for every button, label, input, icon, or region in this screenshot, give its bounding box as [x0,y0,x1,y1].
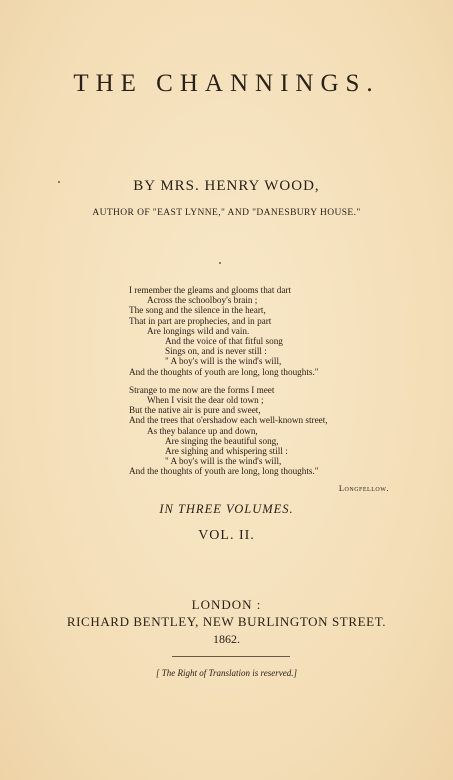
volume-number: VOL. II. [198,528,255,543]
rights-notice: [ The Right of Translation is reserved.] [156,668,297,678]
poem-line: As they balance up and down, [147,425,258,436]
poem-line: Are sighing and whispering still : [165,446,288,457]
poem-line: And the thoughts of youth are long, long thoughts." [129,466,319,477]
poem-line: When I visit the dear old town ; [147,395,264,406]
imprint-year: 1862. [213,632,240,646]
epigraph-poem [129,285,389,493]
poem-attribution: Longfellow. [338,482,389,493]
poem-line: Are singing the beautiful song, [165,435,279,446]
poem-line: And the thoughts of youth are long, long thoughts." [129,366,319,377]
imprint-publisher: RICHARD BENTLEY, NEW BURLINGTON STREET. [66,614,387,629]
poem-line: That in part are prophecies, and in part [129,315,272,326]
decorative-dot [219,262,221,264]
divider-rule [172,656,290,657]
poem-line: I remember the gleams and glooms that dart [129,285,292,295]
poem-line: Are longings wild and vain. [147,325,250,336]
poem-line: And the voice of that fitful song [165,336,283,347]
poem-line: Strange to me now are the forms I meet [129,384,275,395]
poem-line: And the trees that o'ershadow each well-known street, [129,415,328,426]
poem-line: The song and the silence in the heart, [129,305,266,316]
author-previous-works: AUTHOR OF "EAST LYNNE," AND "DANESBURY HOUSE." [92,208,361,218]
volumes-note: IN THREE VOLUMES. [159,502,294,516]
poem-line: But the native air is pure and sweet, [129,405,261,416]
author-byline: BY MRS. HENRY WOOD, [133,178,320,194]
poem-line: Sings on, and is never still : [165,346,267,357]
book-title: THE CHANNINGS. [73,70,380,97]
poem-line: Across the schoolboy's brain ; [147,295,258,306]
poem-stanza-1 [129,285,389,377]
imprint-city: LONDON : [191,597,262,612]
poem-line: " A boy's will is the wind's will, [165,356,282,367]
poem-stanza-2 [129,385,389,477]
poem-line: " A boy's will is the wind's will, [165,456,282,467]
